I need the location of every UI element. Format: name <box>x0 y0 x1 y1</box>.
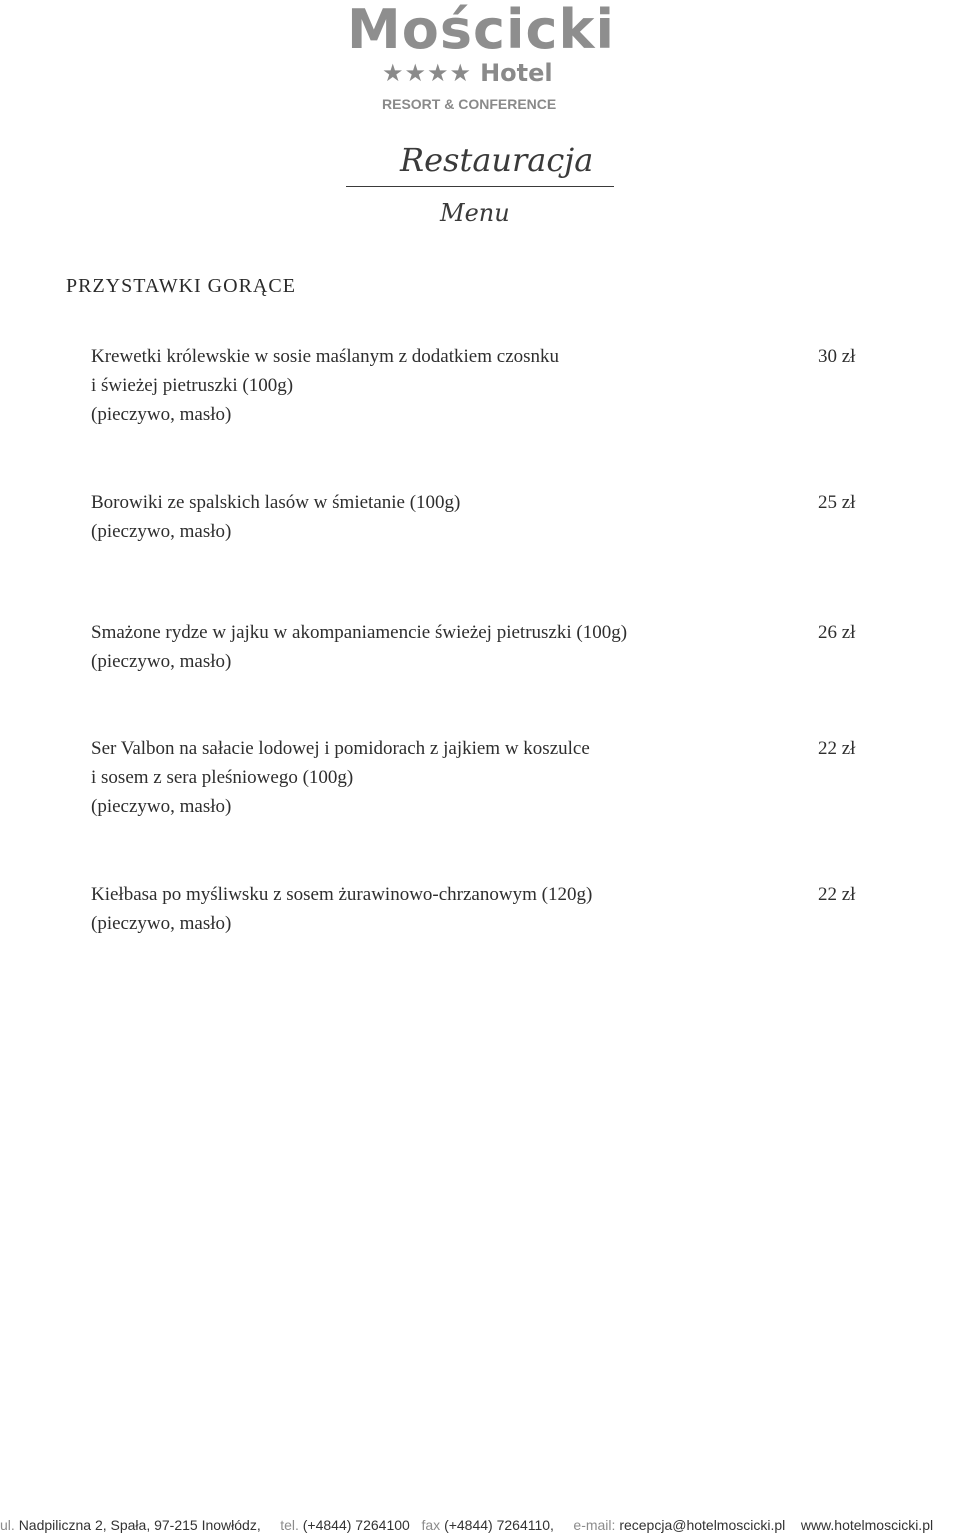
title-divider <box>346 186 614 187</box>
menu-item <box>91 342 871 429</box>
menu-item-price: 30 zł <box>818 346 856 367</box>
menu-item-description <box>91 342 771 429</box>
menu-item-line: (pieczywo, masło) <box>91 404 232 425</box>
hotel-logo <box>326 0 636 118</box>
footer-tel: (+4844) 7264100 <box>302 1517 410 1533</box>
menu-item-description <box>91 618 771 676</box>
logo-rating-row <box>382 58 553 88</box>
logo-brand-name: Mościcki <box>347 0 615 61</box>
menu-item-line: (pieczywo, masło) <box>91 913 232 934</box>
menu-item-price: 26 zł <box>818 622 856 643</box>
menu-item-description <box>91 488 771 546</box>
menu-item-line: Borowiki ze spalskich lasów w śmietanie (100g) <box>91 492 461 513</box>
footer-fax-label: fax <box>421 1517 441 1533</box>
menu-item <box>91 618 871 676</box>
page-title: Restauracja <box>400 141 594 179</box>
menu-item-description <box>91 880 771 938</box>
menu-item-line: Krewetki królewskie w sosie maślanym z dodatkiem czosnku <box>91 346 560 367</box>
menu-item-line: Ser Valbon na sałacie lodowej i pomidorach z jajkiem w koszulce <box>91 738 590 759</box>
menu-item-line: i świeżej pietruszki (100g) <box>91 375 294 396</box>
menu-item-line: (pieczywo, masło) <box>91 651 232 672</box>
menu-item-line: (pieczywo, masło) <box>91 796 232 817</box>
menu-item-price: 22 zł <box>818 738 856 759</box>
logo-tagline: RESORT & CONFERENCE <box>382 96 557 112</box>
logo-hotel-word: Hotel <box>480 59 553 87</box>
star-rating-icon: ★★★★ <box>382 59 473 87</box>
footer-tel-label: tel. <box>280 1517 299 1533</box>
footer-email-label: e-mail: <box>573 1517 616 1533</box>
menu-item-line: Smażone rydze w jajku w akompaniamencie świeżej pietruszki (100g) <box>91 622 628 643</box>
footer-email-link[interactable]: recepcja@hotelmoscicki.pl <box>619 1517 786 1533</box>
menu-item-description <box>91 734 771 821</box>
footer-address-label: ul. <box>0 1517 15 1533</box>
footer-address: Nadpiliczna 2, Spała, 97-215 Inowłódz, <box>18 1517 261 1533</box>
section-title: PRZYSTAWKI GORĄCE <box>66 275 296 297</box>
footer-contact <box>0 1514 960 1536</box>
menu-item <box>91 734 871 821</box>
menu-item-price: 25 zł <box>818 492 856 513</box>
page-subtitle: Menu <box>440 199 510 227</box>
menu-item-line: Kiełbasa po myśliwsku z sosem żurawinowo-chrzanowym (120g) <box>91 884 593 905</box>
menu-item-price: 22 zł <box>818 884 856 905</box>
menu-item-line: i sosem z sera pleśniowego (100g) <box>91 767 354 788</box>
menu-item <box>91 880 871 938</box>
footer-website-link[interactable]: www.hotelmoscicki.pl <box>800 1517 934 1533</box>
footer-fax: (+4844) 7264110, <box>444 1517 554 1533</box>
menu-item-line: (pieczywo, masło) <box>91 521 232 542</box>
menu-item <box>91 488 871 546</box>
